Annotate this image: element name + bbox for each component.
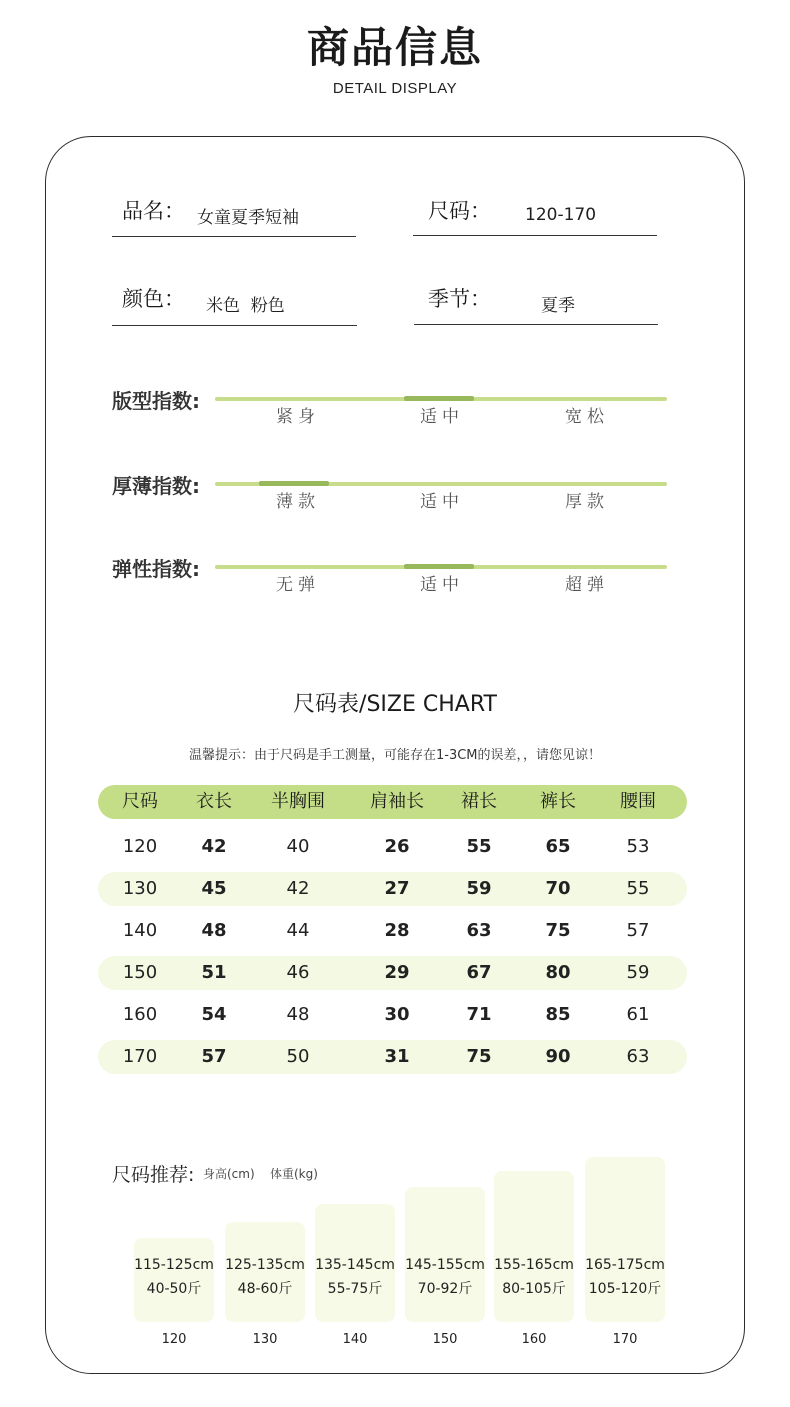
table-cell: 140 [122,920,158,941]
size-table-header-cell: 半胸围 [271,791,325,812]
name-value: 女童夏季短袖 [197,207,299,228]
size-label: 尺码： [428,199,491,223]
index-option: 适中 [420,575,464,595]
info-size [428,195,491,225]
height-unit-label: 身高(cm) [203,1167,255,1181]
table-cell: 42 [286,878,310,899]
table-cell: 70 [545,878,571,899]
recommend-size: 170 [612,1332,638,1347]
index-option: 超弹 [565,575,609,595]
index-option: 宽松 [565,407,609,427]
table-cell: 44 [286,920,310,941]
recommend-weight: 48-60斤 [237,1281,293,1297]
info-season [428,283,491,313]
size-chart-note: 温馨提示：由于尺码是手工测量，可能存在1-3CM的误差，，请您见谅！ [188,748,602,763]
size-value: 120-170 [525,205,597,225]
recommend-height: 155-165cm [494,1257,574,1273]
page-title: 商品信息 [306,23,483,72]
table-row [98,830,687,864]
name-underline [112,236,356,237]
table-cell: 130 [122,878,158,899]
name-label: 品名： [122,199,185,223]
index-option: 适中 [420,492,464,512]
index-label: 厚薄指数: [112,474,200,498]
index-label: 版型指数: [112,389,200,413]
table-cell: 67 [466,962,492,983]
table-cell: 53 [626,836,650,857]
table-row [98,914,687,948]
size-chart-title: 尺码表/SIZE CHART [293,692,497,717]
table-cell: 80 [545,962,571,983]
size-table-header-cell: 裤长 [540,791,576,812]
recommend-title: 尺码推荐: [112,1164,195,1186]
table-cell: 40 [286,836,310,857]
season-underline [414,324,658,325]
table-cell: 170 [122,1046,158,1067]
recommend-weight: 55-75斤 [327,1281,383,1297]
recommend-weight: 80-105斤 [502,1281,566,1297]
recommend-weight: 105-120斤 [588,1281,662,1297]
table-row [98,872,687,906]
recommend-height: 135-145cm [315,1257,395,1273]
recommend-height: 145-155cm [405,1257,485,1273]
recommend-box [405,1187,485,1322]
table-cell: 65 [545,836,571,857]
table-cell: 71 [466,1004,492,1025]
season-label: 季节： [428,287,491,311]
index-option: 无弹 [276,575,320,595]
size-table-header-cell: 腰围 [620,791,656,812]
table-cell: 75 [466,1046,492,1067]
info-color [122,283,185,313]
index-selected-marker [404,396,474,401]
table-row [98,956,687,990]
index-option: 厚款 [565,492,609,512]
color-label: 颜色： [122,287,185,311]
recommend-height: 125-135cm [225,1257,305,1273]
season-value: 夏季 [541,295,575,316]
index-option: 薄款 [276,492,320,512]
recommend-size: 140 [342,1332,368,1347]
table-cell: 26 [384,836,410,857]
recommend-box [494,1171,574,1322]
table-cell: 50 [286,1046,310,1067]
page-subtitle: DETAIL DISPLAY [332,80,458,97]
recommend-size: 120 [161,1332,187,1347]
table-cell: 27 [384,878,410,899]
color-value: 米色 粉色 [206,295,285,316]
index-selected-marker [259,481,329,486]
size-table-header [98,785,687,819]
table-cell: 28 [384,920,410,941]
table-cell: 150 [122,962,158,983]
recommend-size: 160 [521,1332,547,1347]
table-cell: 54 [201,1004,227,1025]
table-cell: 57 [626,920,650,941]
table-row [98,1040,687,1074]
recommend-size: 150 [432,1332,458,1347]
index-option: 适中 [420,407,464,427]
table-cell: 29 [384,962,410,983]
table-cell: 48 [201,920,227,941]
table-cell: 120 [122,836,158,857]
recommend-weight: 70-92斤 [417,1281,473,1297]
table-cell: 42 [201,836,227,857]
table-cell: 46 [286,962,310,983]
table-cell: 51 [201,962,227,983]
table-cell: 57 [201,1046,227,1067]
recommend-height: 115-125cm [134,1257,214,1273]
table-row [98,998,687,1032]
index-option: 紧身 [276,407,320,427]
size-table-header-cell: 衣长 [196,791,232,812]
index-selected-marker [404,564,474,569]
recommend-size: 130 [252,1332,278,1347]
table-cell: 45 [201,878,227,899]
table-cell: 55 [626,878,650,899]
table-cell: 63 [466,920,492,941]
table-cell: 75 [545,920,571,941]
size-underline [413,235,657,236]
table-cell: 61 [626,1004,650,1025]
table-cell: 85 [545,1004,571,1025]
size-table-header-cell: 尺码 [122,791,158,812]
size-table-header-cell: 肩袖长 [370,791,424,812]
table-cell: 59 [466,878,492,899]
table-cell: 31 [384,1046,410,1067]
table-cell: 59 [626,962,650,983]
weight-unit-label: 体重(kg) [270,1167,318,1181]
color-underline [112,325,357,326]
recommend-weight: 40-50斤 [146,1281,202,1297]
size-table-header-cell: 裙长 [461,791,497,812]
table-cell: 160 [122,1004,158,1025]
table-cell: 55 [466,836,492,857]
index-label: 弹性指数: [112,557,200,581]
table-cell: 63 [626,1046,650,1067]
table-cell: 48 [286,1004,310,1025]
info-name [122,195,185,225]
table-cell: 90 [545,1046,571,1067]
table-cell: 30 [384,1004,410,1025]
recommend-height: 165-175cm [585,1257,665,1273]
